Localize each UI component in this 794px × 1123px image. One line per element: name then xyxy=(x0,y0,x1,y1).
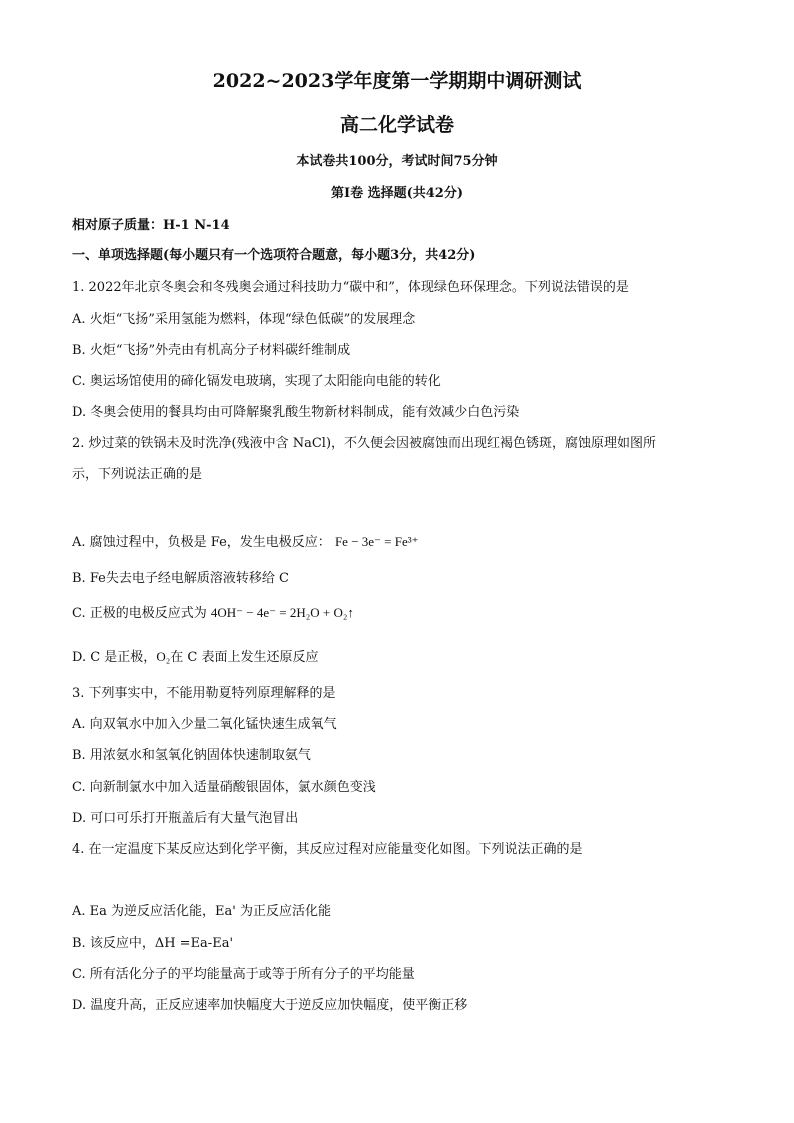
q2-option-c xyxy=(72,602,354,621)
q1-option-c: C. 奥运场馆使用的碲化镉发电玻璃，实现了太阳能向电能的转化 xyxy=(72,374,441,389)
q1-stem: 1. 2022年北京冬奥会和冬残奥会通过科技助力“碳中和”，体现绿色环保理念。下列说法错误的是 xyxy=(72,280,629,295)
exam-title: 2022~2023学年度第一学期期中调研测试 xyxy=(212,70,582,92)
q3-option-b: B. 用浓氨水和氢氧化钠固体快速制取氨气 xyxy=(72,748,311,763)
exam-subtitle: 高二化学试卷 xyxy=(339,114,454,136)
q2-option-a xyxy=(72,531,419,550)
q3-option-d: D. 可口可乐打开瓶盖后有大量气泡冒出 xyxy=(72,811,299,826)
exam-info: 本试卷共100分，考试时间75分钟 xyxy=(296,154,498,169)
part-heading: 第I卷 选择题(共42分) xyxy=(331,186,463,201)
q4-option-c: C. 所有活化分子的平均能量高于或等于所有分子的平均能量 xyxy=(72,967,415,982)
q2-option-d-species: O₂ xyxy=(156,649,171,664)
q1-option-a: A. 火炬“飞扬”采用氢能为燃料，体现“绿色低碳”的发展理念 xyxy=(72,312,416,327)
q2-option-a-formula: Fe − 3e⁻ = Fe³⁺ xyxy=(334,534,419,549)
q2-option-c-text: C. 正极的电极反应式为 xyxy=(72,606,207,621)
q1-option-b: B. 火炬“飞扬”外壳由有机高分子材料碳纤维制成 xyxy=(72,343,351,358)
q2-stem-line2: 示，下列说法正确的是 xyxy=(72,467,203,482)
q2-option-c-formula: 4OH⁻ − 4e⁻ = 2H₂O + O₂↑ xyxy=(210,605,354,620)
q4-option-b: B. 该反应中，ΔH =Ea-Ea' xyxy=(72,936,234,951)
q3-option-c: C. 向新制氯水中加入适量硝酸银固体，氯水颜色变浅 xyxy=(72,780,376,795)
q2-option-d-tail: 在 C 表面上发生还原反应 xyxy=(170,650,319,665)
q3-option-a: A. 向双氧水中加入少量二氧化锰快速生成氧气 xyxy=(72,717,337,732)
q2-option-a-text: A. 腐蚀过程中，负极是 Fe，发生电极反应： xyxy=(72,535,331,550)
section-heading: 一、单项选择题(每小题只有一个选项符合题意，每小题3分，共42分) xyxy=(72,248,476,263)
q2-option-b: B. Fe失去电子经电解质溶液转移给 C xyxy=(72,571,289,586)
q3-stem: 3. 下列事实中，不能用勒夏特列原理解释的是 xyxy=(72,686,336,701)
q2-option-d-text: D. C 是正极， xyxy=(72,650,157,665)
q4-stem: 4. 在一定温度下某反应达到化学平衡，其反应过程对应能量变化如图。下列说法正确的是 xyxy=(72,842,583,857)
q1-option-d: D. 冬奥会使用的餐具均由可降解聚乳酸生物新材料制成，能有效减少白色污染 xyxy=(72,405,520,420)
q2-stem-line1: 2. 炒过菜的铁锅未及时洗净(残液中含 NaCl)，不久便会因被腐蚀而出现红褐色锈斑，腐蚀原理如图所 xyxy=(72,436,657,451)
atomic-mass-line: 相对原子质量：H-1 N-14 xyxy=(72,218,230,233)
q4-option-d: D. 温度升高，正反应速率加快幅度大于逆反应加快幅度，使平衡正移 xyxy=(72,998,468,1013)
q4-option-a: A. Ea 为逆反应活化能，Ea' 为正反应活化能 xyxy=(72,904,331,919)
q2-option-d xyxy=(72,646,318,665)
